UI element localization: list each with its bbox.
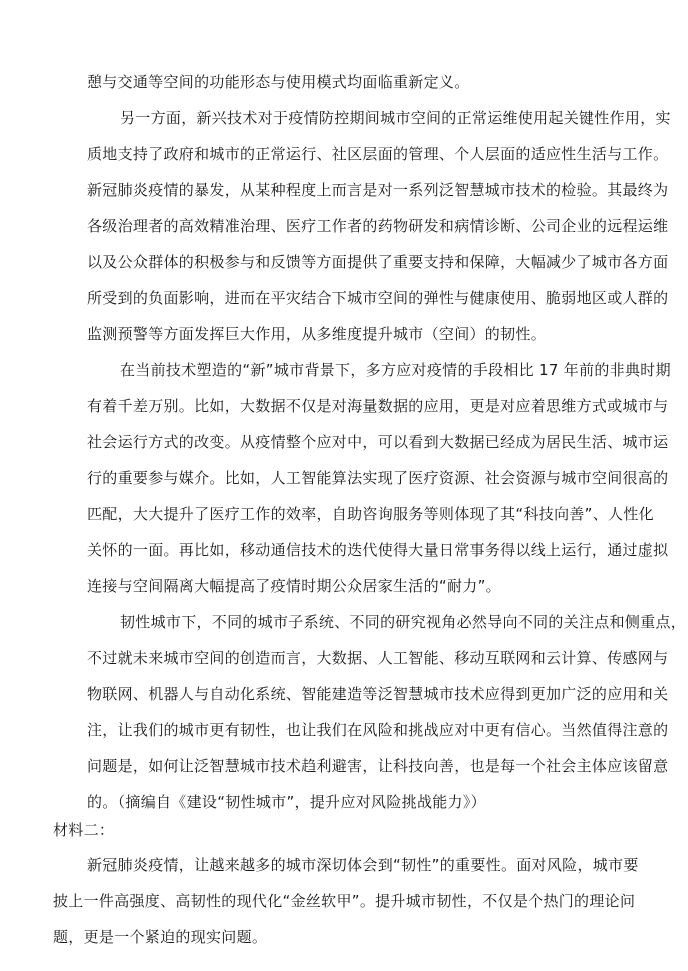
text-line: 另一方面，新兴技术对于疫情防控期间城市空间的正常运维使用起关键性作用，实 [120, 109, 671, 127]
text-line: 在当前技术塑造的“新”城市背景下，多方应对疫情的手段相比 17 年前的非典时期 [120, 361, 671, 379]
text-line: 各级治理者的高效精准治理、医疗工作者的药物研发和病情诊断、公司企业的远程运维 [87, 217, 669, 235]
text-line: 有着千差万别。比如，大数据不仅是对海量数据的应用，更是对应着思维方式或城市与 [87, 397, 669, 415]
text-line: 新冠肺炎疫情的暴发，从某种程度上而言是对一系列泛智慧城市技术的检验。其最终为 [87, 181, 669, 199]
text-line: 所受到的负面影响，进而在平灾结合下城市空间的弹性与健康使用、脆弱地区或人群的 [87, 289, 669, 307]
text-line: 社会运行方式的改变。从疫情整个应对中，可以看到大数据已经成为居民生活、城市运 [87, 433, 669, 451]
text-line: 行的重要参与媒介。比如，人工智能算法实现了医疗资源、社会资源与城市空间很高的 [87, 469, 669, 487]
text-line: 关怀的一面。再比如，移动通信技术的迭代使得大量日常事务得以线上运行，通过虚拟 [87, 541, 669, 559]
text-line: 憩与交通等空间的功能形态与使用模式均面临重新定义。 [87, 73, 470, 91]
section-heading: 材料二： [53, 821, 115, 839]
text-line: 新冠肺炎疫情，让越来越多的城市深切体会到“韧性”的重要性。面对风险，城市要 [87, 856, 639, 874]
text-line: 问题是，如何让泛智慧城市技术趋利避害，让科技向善，也是每一个社会主体应该留意 [87, 757, 669, 775]
text-line: 匹配，大大提升了医疗工作的效率，自助咨询服务等则体现了其“科技向善”、人性化 [87, 505, 654, 523]
text-line: 物联网、机器人与自动化系统、智能建造等泛智慧城市技术应得到更加广泛的应用和关 [87, 685, 669, 703]
text-line: 连接与空间隔离大幅提高了疫情时期公众居家生活的“耐力”。 [87, 577, 501, 595]
text-line: 韧性城市下，不同的城市子系统、不同的研究视角必然导向不同的关注点和侧重点， [120, 613, 687, 631]
text-line: 不过就未来城市空间的创造而言，大数据、人工智能、移动互联网和云计算、传感网与 [87, 649, 669, 667]
text-line: 监测预警等方面发挥巨大作用，从多维度提升城市（空间）的韧性。 [87, 325, 547, 343]
text-line: 的。（摘编自《建设“韧性城市”，提升应对风险挑战能力》） [87, 793, 486, 811]
text-line: 题，更是一个紧迫的现实问题。 [53, 928, 268, 946]
text-line: 质地支持了政府和城市的正常运行、社区层面的管理、个人层面的适应性生活与工作。 [87, 145, 669, 163]
text-line: 注，让我们的城市更有韧性，也让我们在风险和挑战应对中更有信心。当然值得注意的 [87, 721, 669, 739]
text-line: 披上一件高强度、高韧性的现代化“金丝软甲”。提升城市韧性，不仅是个热门的理论问 [53, 892, 636, 910]
text-line: 以及公众群体的积极参与和反馈等方面提供了重要支持和保障，大幅减少了城市各方面 [87, 253, 669, 271]
